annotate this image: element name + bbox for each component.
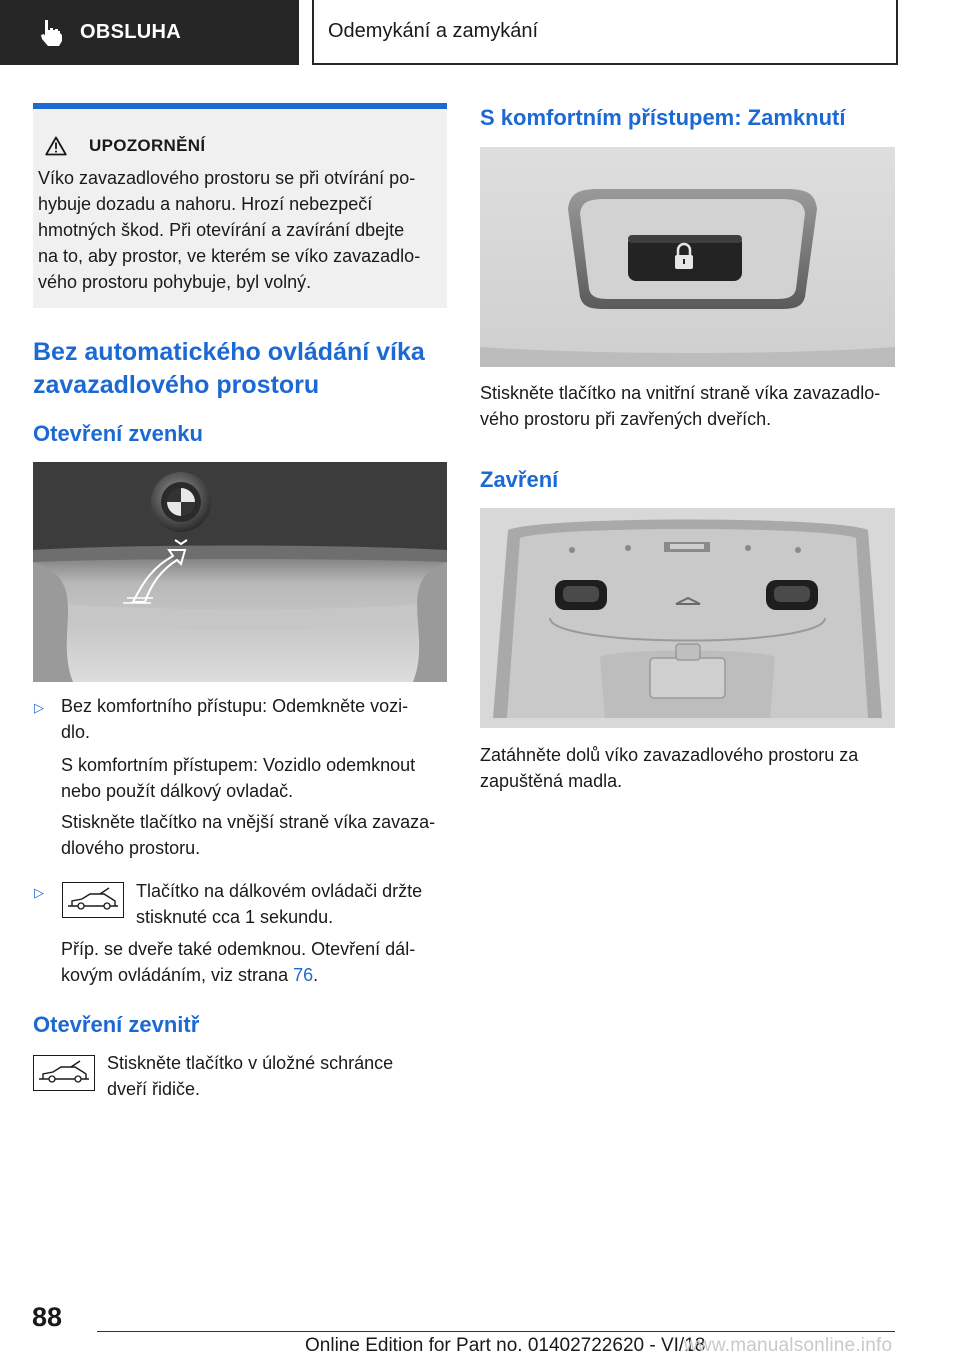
page-number: 88 [32,1302,63,1332]
warning-line: na to, aby prostor, ve kterém se víko zavazadlo- [38,246,421,266]
inside-text: Stiskněte tlačítko v úložné schránce dveří řidiče. [107,1053,394,1099]
photo-trunk-inside [480,508,895,728]
page-link[interactable]: 76 [293,965,314,985]
warning-box [33,103,447,308]
trunk-release-button-icon [33,1055,95,1091]
warning-title: UPOZORNĚNÍ [89,136,206,155]
warning-text [38,165,442,295]
photo-lock-button [480,147,895,367]
comfort-lock-heading: S komfortním přístupem: Zamknutí [480,105,846,130]
footer-divider [97,1331,895,1332]
step1-comfort-text: S komfortním přístupem: Vozidlo odemknout nebo použít dálkový ovladač. [61,755,416,801]
subheading-outside: Otevření zvenku [33,421,203,446]
warning-line: hmotných škod. Při otevírání a zavírání dbejte [38,220,405,240]
step2-note: Příp. se dveře také odemknou. Otevření dál- kovým ovládáním, viz strana 76. [61,939,416,985]
warning-line: hybuje dozadu a nahoru. Hrozí nebezpečí [38,194,373,214]
chapter-title-box [312,0,898,65]
step1-text: Bez komfortního přístupu: Odemkněte vozi- dlo. [61,696,409,742]
watermark: www.manualsonline.info [684,1335,893,1356]
section-tab [0,0,299,65]
warning-line: Víko zavazadlového prostoru se při otvírání po- [38,168,416,188]
lock-text: Stiskněte tlačítko na vnitřní straně víka zavazadlo- vého prostoru při zavřených dveřích. [480,383,881,429]
warning-line: vého prostoru pohybuje, byl volný. [38,272,312,292]
step-bullet: ▷ [34,700,44,715]
step1-press-text: Stiskněte tlačítko na vnější straně víka zavaza- dlového prostoru. [61,812,436,858]
warning-triangle-icon [45,136,67,156]
step-bullet: ▷ [34,885,44,900]
photo-trunk-outside [33,462,447,682]
section-label: OBSLUHA [80,21,181,43]
step2-text: Tlačítko na dálkovém ovládači držte stisknuté cca 1 sekundu. [136,881,423,927]
chapter-title: Odemykání a zamykání [328,20,539,42]
subheading-inside: Otevření zevnitř [33,1012,200,1037]
footer-edition: Online Edition for Part no. 01402722620 - VI/18 [305,1335,706,1356]
pointing-hand-icon [38,18,64,48]
subheading-close: Zavření [480,467,559,492]
remote-trunk-button-icon [62,882,124,918]
close-text: Zatáhněte dolů víko zavazadlového prostoru za zapuštěná madla. [480,745,859,791]
section-heading: Bez automatického ovládání víka zavazadlového prostoru [33,338,425,399]
